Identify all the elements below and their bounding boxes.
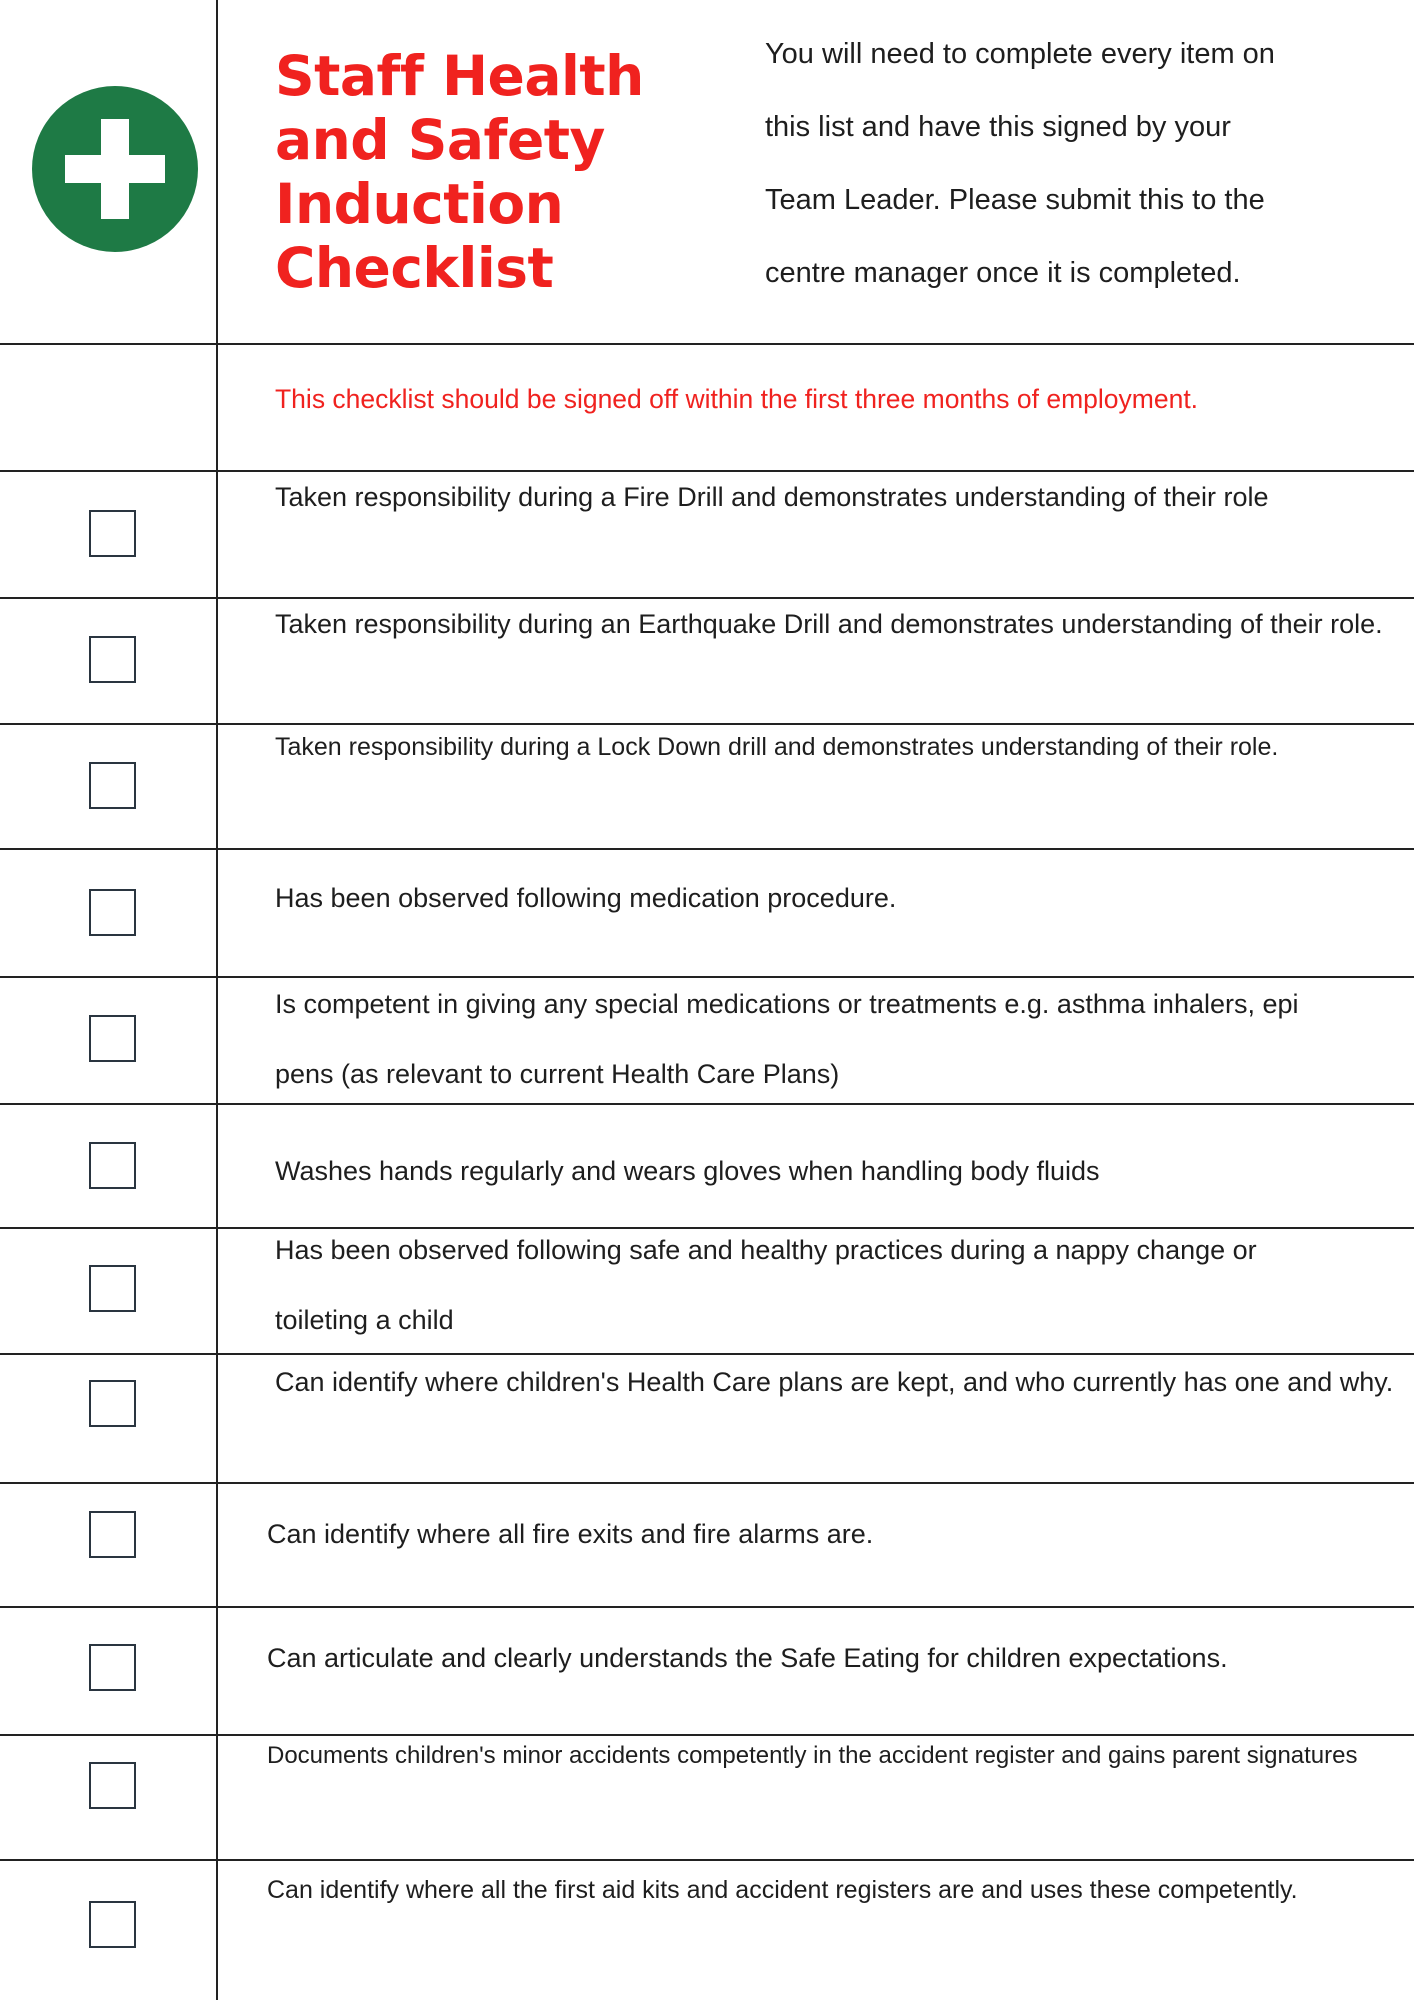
checklist-checkbox[interactable]: [89, 1015, 136, 1062]
checklist-item-label: Can articulate and clearly understands the Safe Eating for children expectations.: [267, 1643, 1228, 1673]
instructions-text: [765, 18, 1385, 310]
checklist-checkbox[interactable]: [89, 1901, 136, 1948]
instructions-line: You will need to complete every item on: [765, 38, 1275, 70]
page-title: [275, 44, 695, 300]
checklist-item-label: Documents children's minor accidents competently in the accident register and gains parent signatures: [267, 1742, 1358, 1769]
checklist-checkbox[interactable]: [89, 510, 136, 557]
checklist-item-label: Has been observed following safe and healthy practices during a nappy change or toileting a child: [275, 1235, 1257, 1335]
row-divider: [0, 1606, 1414, 1608]
instructions-line: Team Leader. Please submit this to the: [765, 184, 1265, 216]
checklist-item-label: Is competent in giving any special medications or treatments e.g. asthma inhalers, epi pens (as relevant to current Health Care Plans): [275, 989, 1299, 1089]
instructions-line: this list and have this signed by your: [765, 111, 1231, 143]
checklist-checkbox[interactable]: [89, 762, 136, 809]
title-line: Induction: [275, 172, 564, 236]
title-line: and Safety: [275, 108, 605, 172]
signoff-notice: This checklist should be signed off within the first three months of employment.: [275, 384, 1199, 414]
checklist-checkbox[interactable]: [89, 1142, 136, 1189]
checklist-checkbox[interactable]: [89, 1762, 136, 1809]
instructions-line: centre manager once it is completed.: [765, 257, 1241, 289]
checklist-item-label: Can identify where all the first aid kits and accident registers are and uses these competently.: [267, 1876, 1298, 1904]
checklist-item-label: Taken responsibility during a Fire Drill and demonstrates understanding of their role: [275, 482, 1269, 512]
title-line: Staff Health: [275, 44, 644, 108]
checklist-checkbox[interactable]: [89, 1380, 136, 1427]
checklist-checkbox[interactable]: [89, 636, 136, 683]
title-line: Checklist: [275, 236, 554, 300]
checklist-item-label: Taken responsibility during a Lock Down drill and demonstrates understanding of their role.: [275, 733, 1279, 761]
checklist-item-label: Taken responsibility during an Earthquake Drill and demonstrates understanding of their role.: [275, 609, 1383, 639]
checklist-item-label: Washes hands regularly and wears gloves when handling body fluids: [275, 1156, 1100, 1186]
checklist-item-label: Can identify where children's Health Care plans are kept, and who currently has one and why.: [275, 1367, 1394, 1397]
column-divider: [216, 0, 218, 2000]
checklist-item-label: Has been observed following medication procedure.: [275, 883, 897, 913]
row-divider: [0, 1482, 1414, 1484]
checklist-checkbox[interactable]: [89, 1265, 136, 1312]
checklist-checkbox[interactable]: [89, 1511, 136, 1558]
checklist-checkbox[interactable]: [89, 1644, 136, 1691]
checklist-item-label: Can identify where all fire exits and fire alarms are.: [267, 1519, 874, 1549]
row-divider: [0, 343, 1414, 345]
checklist-checkbox[interactable]: [89, 889, 136, 936]
row-divider: [0, 848, 1414, 850]
first-aid-cross-icon: [32, 86, 198, 252]
